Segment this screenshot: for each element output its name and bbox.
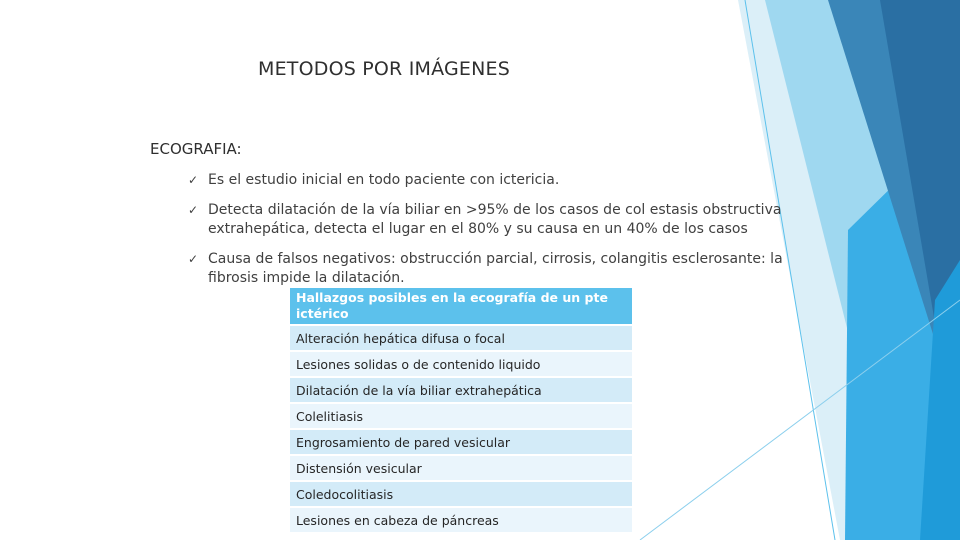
- bullet-text: Causa de falsos negativos: obstrucción parcial, cirrosis, colangitis esclerosante: la fibrosis impide la dilatación.: [208, 251, 783, 286]
- checkmark-icon: ✓: [188, 173, 199, 187]
- table-cell: Lesiones solidas o de contenido liquido: [290, 352, 632, 378]
- table-row: [290, 326, 632, 352]
- table-header-row: [290, 288, 632, 326]
- table-cell: Colelitiasis: [290, 404, 632, 430]
- bullet-text: Detecta dilatación de la vía biliar en >95% de los casos de col estasis obstructiva extrahepática, detecta el lugar en el 80% y su causa en un 40% de los casos: [208, 202, 782, 237]
- table-cell: Lesiones en cabeza de páncreas: [290, 508, 632, 534]
- table-row: [290, 456, 632, 482]
- table-row: [290, 404, 632, 430]
- table-header: Hallazgos posibles en la ecografía de un pte ictérico: [290, 288, 632, 326]
- bullet-list: [188, 171, 803, 299]
- slide-title: METODOS POR IMÁGENES: [258, 58, 510, 80]
- bullet-item: [188, 250, 803, 288]
- table-cell: Alteración hepática difusa o focal: [290, 326, 632, 352]
- table-row: [290, 508, 632, 534]
- table-row: [290, 482, 632, 508]
- table-cell: Coledocolitiasis: [290, 482, 632, 508]
- findings-table: [290, 288, 632, 534]
- bullet-item: [188, 171, 803, 190]
- bullet-text: Es el estudio inicial en todo paciente con ictericia.: [208, 172, 560, 188]
- checkmark-icon: ✓: [188, 252, 199, 266]
- table-cell: Engrosamiento de pared vesicular: [290, 430, 632, 456]
- table-row: [290, 352, 632, 378]
- table-row: [290, 430, 632, 456]
- table-cell: Distensión vesicular: [290, 456, 632, 482]
- table-row: [290, 378, 632, 404]
- section-heading: ECOGRAFIA:: [150, 140, 242, 158]
- checkmark-icon: ✓: [188, 203, 199, 217]
- bullet-item: [188, 201, 803, 239]
- table-cell: Dilatación de la vía biliar extrahepática: [290, 378, 632, 404]
